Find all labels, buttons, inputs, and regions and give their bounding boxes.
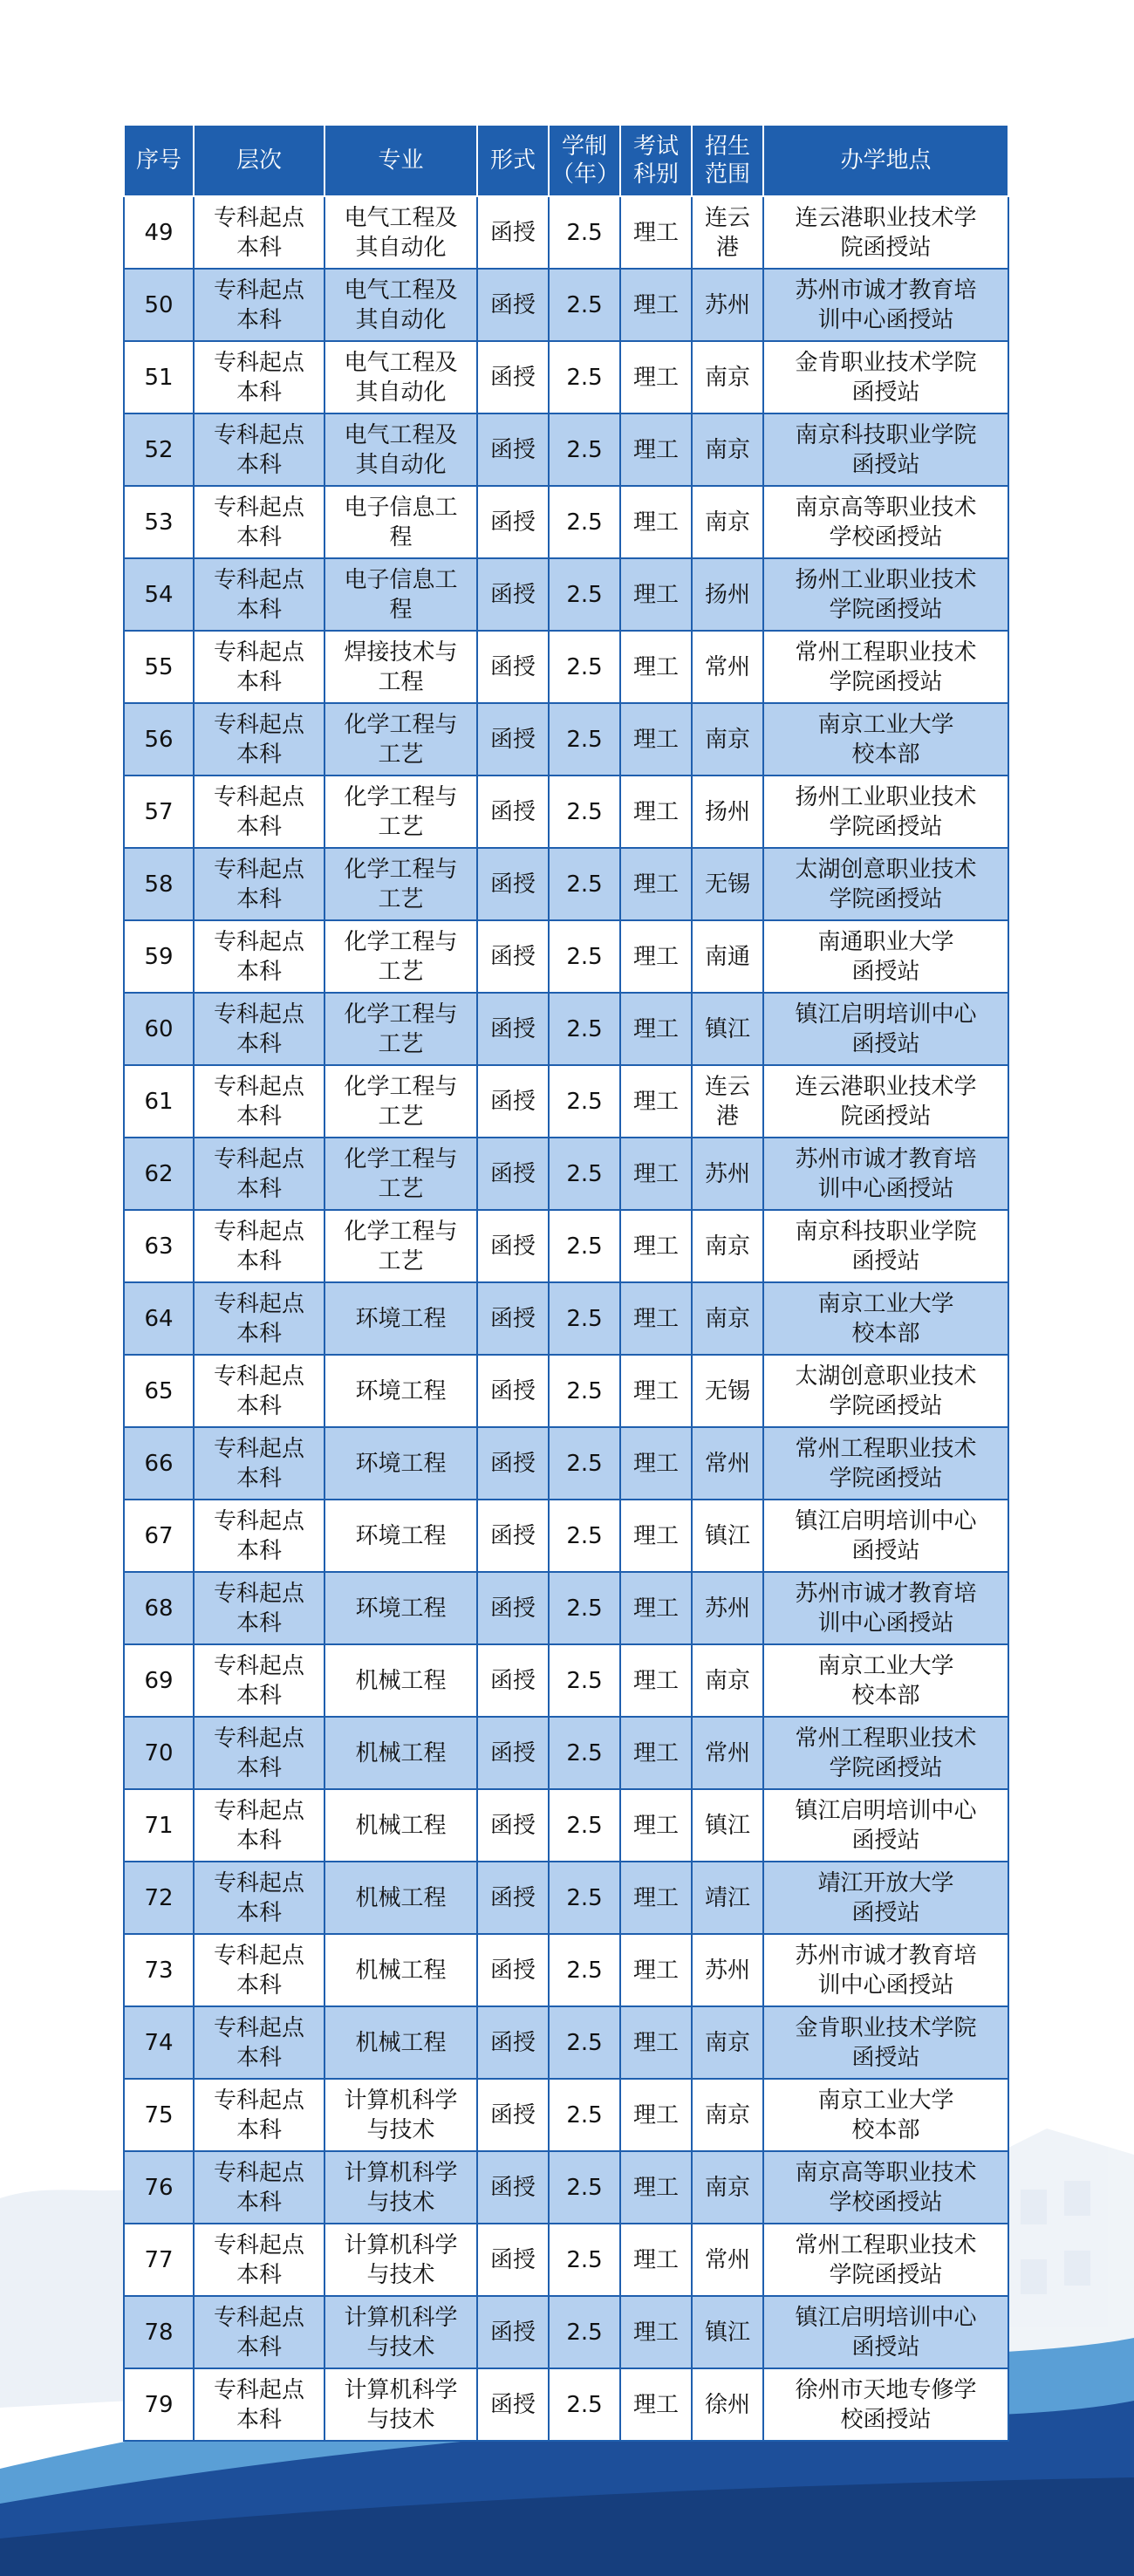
cell-form: 函授 xyxy=(477,776,549,848)
cell-location: 南京高等职业技术 学校函授站 xyxy=(763,2151,1008,2224)
cell-major: 环境工程 xyxy=(324,1355,477,1427)
cell-form: 函授 xyxy=(477,1138,549,1210)
cell-major: 化学工程与 工艺 xyxy=(324,1065,477,1138)
cell-form: 函授 xyxy=(477,920,549,993)
cell-form: 函授 xyxy=(477,2006,549,2079)
cell-level: 专科起点 本科 xyxy=(194,558,324,631)
table-row xyxy=(124,1282,1008,1355)
table-row xyxy=(124,1572,1008,1644)
cell-index: 60 xyxy=(124,993,194,1065)
cell-duration: 2.5 xyxy=(549,776,620,848)
cell-major: 电气工程及 其自动化 xyxy=(324,413,477,486)
cell-exam-category: 理工 xyxy=(620,1282,692,1355)
cell-duration: 2.5 xyxy=(549,1210,620,1282)
cell-form: 函授 xyxy=(477,1500,549,1572)
cell-level: 专科起点 本科 xyxy=(194,1644,324,1717)
cell-location: 苏州市诚才教育培 训中心函授站 xyxy=(763,1934,1008,2006)
table-row xyxy=(124,920,1008,993)
cell-form: 函授 xyxy=(477,1862,549,1934)
cell-duration: 2.5 xyxy=(549,1355,620,1427)
cell-index: 52 xyxy=(124,413,194,486)
cell-exam-category: 理工 xyxy=(620,558,692,631)
cell-enroll-region: 镇江 xyxy=(692,1500,763,1572)
cell-level: 专科起点 本科 xyxy=(194,1282,324,1355)
cell-index: 76 xyxy=(124,2151,194,2224)
table-row xyxy=(124,486,1008,558)
table-row xyxy=(124,1862,1008,1934)
cell-enroll-region: 常州 xyxy=(692,1717,763,1789)
cell-major: 电气工程及 其自动化 xyxy=(324,269,477,341)
cell-major: 环境工程 xyxy=(324,1427,477,1500)
cell-index: 75 xyxy=(124,2079,194,2151)
cell-form: 函授 xyxy=(477,1065,549,1138)
cell-index: 68 xyxy=(124,1572,194,1644)
cell-duration: 2.5 xyxy=(549,1427,620,1500)
cell-enroll-region: 常州 xyxy=(692,1427,763,1500)
cell-level: 专科起点 本科 xyxy=(194,776,324,848)
cell-index: 54 xyxy=(124,558,194,631)
cell-location: 常州工程职业技术 学院函授站 xyxy=(763,2224,1008,2296)
cell-index: 73 xyxy=(124,1934,194,2006)
cell-enroll-region: 连云 港 xyxy=(692,196,763,269)
cell-level: 专科起点 本科 xyxy=(194,2006,324,2079)
cell-major: 电气工程及 其自动化 xyxy=(324,196,477,269)
table-row xyxy=(124,1500,1008,1572)
cell-exam-category: 理工 xyxy=(620,1934,692,2006)
cell-location: 南京工业大学 校本部 xyxy=(763,1644,1008,1717)
header-duration: 学制 （年） xyxy=(549,125,620,196)
cell-major: 机械工程 xyxy=(324,1862,477,1934)
cell-location: 镇江启明培训中心 函授站 xyxy=(763,1789,1008,1862)
cell-duration: 2.5 xyxy=(549,1717,620,1789)
table-row xyxy=(124,2151,1008,2224)
cell-index: 50 xyxy=(124,269,194,341)
cell-location: 金肯职业技术学院 函授站 xyxy=(763,341,1008,413)
cell-level: 专科起点 本科 xyxy=(194,1500,324,1572)
header-exam-category: 考试 科别 xyxy=(620,125,692,196)
cell-duration: 2.5 xyxy=(549,2079,620,2151)
cell-index: 57 xyxy=(124,776,194,848)
cell-duration: 2.5 xyxy=(549,703,620,776)
cell-enroll-region: 苏州 xyxy=(692,1934,763,2006)
cell-location: 靖江开放大学 函授站 xyxy=(763,1862,1008,1934)
cell-duration: 2.5 xyxy=(549,1789,620,1862)
cell-duration: 2.5 xyxy=(549,2368,620,2441)
cell-enroll-region: 苏州 xyxy=(692,1138,763,1210)
cell-duration: 2.5 xyxy=(549,413,620,486)
cell-index: 78 xyxy=(124,2296,194,2368)
cell-exam-category: 理工 xyxy=(620,269,692,341)
cell-enroll-region: 南京 xyxy=(692,2006,763,2079)
cell-enroll-region: 南通 xyxy=(692,920,763,993)
cell-index: 55 xyxy=(124,631,194,703)
cell-form: 函授 xyxy=(477,413,549,486)
cell-major: 电子信息工 程 xyxy=(324,486,477,558)
cell-enroll-region: 南京 xyxy=(692,2079,763,2151)
cell-enroll-region: 南京 xyxy=(692,703,763,776)
table-row xyxy=(124,631,1008,703)
table-row xyxy=(124,1355,1008,1427)
header-level: 层次 xyxy=(194,125,324,196)
table-row xyxy=(124,1717,1008,1789)
header-enroll-region: 招生 范围 xyxy=(692,125,763,196)
cell-duration: 2.5 xyxy=(549,993,620,1065)
cell-index: 63 xyxy=(124,1210,194,1282)
cell-form: 函授 xyxy=(477,1355,549,1427)
cell-form: 函授 xyxy=(477,631,549,703)
cell-form: 函授 xyxy=(477,703,549,776)
cell-level: 专科起点 本科 xyxy=(194,993,324,1065)
cell-enroll-region: 扬州 xyxy=(692,776,763,848)
cell-enroll-region: 苏州 xyxy=(692,1572,763,1644)
cell-location: 苏州市诚才教育培 训中心函授站 xyxy=(763,269,1008,341)
enrollment-table-container xyxy=(123,124,1008,2442)
cell-duration: 2.5 xyxy=(549,1572,620,1644)
cell-index: 62 xyxy=(124,1138,194,1210)
cell-form: 函授 xyxy=(477,269,549,341)
table-row xyxy=(124,776,1008,848)
cell-duration: 2.5 xyxy=(549,1644,620,1717)
cell-location: 常州工程职业技术 学院函授站 xyxy=(763,631,1008,703)
cell-index: 58 xyxy=(124,848,194,920)
cell-location: 连云港职业技术学 院函授站 xyxy=(763,196,1008,269)
cell-exam-category: 理工 xyxy=(620,2296,692,2368)
cell-duration: 2.5 xyxy=(549,486,620,558)
cell-index: 67 xyxy=(124,1500,194,1572)
cell-duration: 2.5 xyxy=(549,196,620,269)
cell-form: 函授 xyxy=(477,2368,549,2441)
cell-major: 化学工程与 工艺 xyxy=(324,1138,477,1210)
cell-location: 扬州工业职业技术 学院函授站 xyxy=(763,558,1008,631)
cell-exam-category: 理工 xyxy=(620,776,692,848)
header-major: 专业 xyxy=(324,125,477,196)
cell-exam-category: 理工 xyxy=(620,196,692,269)
cell-level: 专科起点 本科 xyxy=(194,1210,324,1282)
cell-level: 专科起点 本科 xyxy=(194,413,324,486)
cell-enroll-region: 常州 xyxy=(692,631,763,703)
cell-exam-category: 理工 xyxy=(620,1355,692,1427)
cell-location: 镇江启明培训中心 函授站 xyxy=(763,1500,1008,1572)
cell-form: 函授 xyxy=(477,1717,549,1789)
cell-enroll-region: 靖江 xyxy=(692,1862,763,1934)
cell-level: 专科起点 本科 xyxy=(194,1065,324,1138)
cell-duration: 2.5 xyxy=(549,2151,620,2224)
cell-index: 77 xyxy=(124,2224,194,2296)
cell-major: 化学工程与 工艺 xyxy=(324,1210,477,1282)
cell-major: 机械工程 xyxy=(324,1644,477,1717)
cell-exam-category: 理工 xyxy=(620,486,692,558)
cell-enroll-region: 镇江 xyxy=(692,1789,763,1862)
cell-enroll-region: 南京 xyxy=(692,1210,763,1282)
table-row xyxy=(124,196,1008,269)
cell-major: 环境工程 xyxy=(324,1282,477,1355)
cell-location: 连云港职业技术学 院函授站 xyxy=(763,1065,1008,1138)
cell-major: 机械工程 xyxy=(324,2006,477,2079)
cell-exam-category: 理工 xyxy=(620,1572,692,1644)
cell-location: 南京科技职业学院 函授站 xyxy=(763,1210,1008,1282)
cell-level: 专科起点 本科 xyxy=(194,1138,324,1210)
cell-form: 函授 xyxy=(477,1572,549,1644)
cell-major: 环境工程 xyxy=(324,1572,477,1644)
cell-level: 专科起点 本科 xyxy=(194,1355,324,1427)
cell-location: 常州工程职业技术 学院函授站 xyxy=(763,1427,1008,1500)
cell-exam-category: 理工 xyxy=(620,413,692,486)
cell-enroll-region: 南京 xyxy=(692,341,763,413)
cell-enroll-region: 南京 xyxy=(692,413,763,486)
table-row xyxy=(124,2224,1008,2296)
cell-form: 函授 xyxy=(477,2151,549,2224)
cell-exam-category: 理工 xyxy=(620,1644,692,1717)
cell-form: 函授 xyxy=(477,341,549,413)
cell-location: 扬州工业职业技术 学院函授站 xyxy=(763,776,1008,848)
cell-duration: 2.5 xyxy=(549,1282,620,1355)
cell-duration: 2.5 xyxy=(549,920,620,993)
cell-enroll-region: 连云 港 xyxy=(692,1065,763,1138)
cell-duration: 2.5 xyxy=(549,1138,620,1210)
cell-level: 专科起点 本科 xyxy=(194,2079,324,2151)
header-form: 形式 xyxy=(477,125,549,196)
cell-form: 函授 xyxy=(477,486,549,558)
cell-major: 化学工程与 工艺 xyxy=(324,776,477,848)
cell-location: 南京高等职业技术 学校函授站 xyxy=(763,486,1008,558)
cell-major: 计算机科学 与技术 xyxy=(324,2224,477,2296)
cell-level: 专科起点 本科 xyxy=(194,703,324,776)
cell-level: 专科起点 本科 xyxy=(194,2151,324,2224)
cell-level: 专科起点 本科 xyxy=(194,631,324,703)
cell-exam-category: 理工 xyxy=(620,1210,692,1282)
table-header-row xyxy=(124,125,1008,196)
cell-form: 函授 xyxy=(477,1210,549,1282)
cell-level: 专科起点 本科 xyxy=(194,196,324,269)
cell-location: 南京工业大学 校本部 xyxy=(763,703,1008,776)
table-row xyxy=(124,558,1008,631)
cell-location: 太湖创意职业技术 学院函授站 xyxy=(763,1355,1008,1427)
cell-duration: 2.5 xyxy=(549,848,620,920)
cell-major: 计算机科学 与技术 xyxy=(324,2368,477,2441)
cell-level: 专科起点 本科 xyxy=(194,2224,324,2296)
cell-level: 专科起点 本科 xyxy=(194,341,324,413)
cell-level: 专科起点 本科 xyxy=(194,1789,324,1862)
table-row xyxy=(124,1934,1008,2006)
table-row xyxy=(124,1138,1008,1210)
cell-location: 南京工业大学 校本部 xyxy=(763,2079,1008,2151)
cell-major: 机械工程 xyxy=(324,1717,477,1789)
cell-exam-category: 理工 xyxy=(620,1862,692,1934)
cell-exam-category: 理工 xyxy=(620,848,692,920)
cell-location: 金肯职业技术学院 函授站 xyxy=(763,2006,1008,2079)
cell-exam-category: 理工 xyxy=(620,2151,692,2224)
cell-exam-category: 理工 xyxy=(620,2224,692,2296)
cell-enroll-region: 扬州 xyxy=(692,558,763,631)
cell-form: 函授 xyxy=(477,196,549,269)
cell-location: 南京科技职业学院 函授站 xyxy=(763,413,1008,486)
cell-enroll-region: 镇江 xyxy=(692,993,763,1065)
cell-major: 电气工程及 其自动化 xyxy=(324,341,477,413)
table-body xyxy=(124,196,1008,2441)
cell-level: 专科起点 本科 xyxy=(194,2296,324,2368)
cell-duration: 2.5 xyxy=(549,1500,620,1572)
cell-major: 计算机科学 与技术 xyxy=(324,2151,477,2224)
cell-major: 化学工程与 工艺 xyxy=(324,703,477,776)
cell-enroll-region: 南京 xyxy=(692,2151,763,2224)
table-row xyxy=(124,703,1008,776)
cell-index: 71 xyxy=(124,1789,194,1862)
cell-index: 53 xyxy=(124,486,194,558)
cell-enroll-region: 南京 xyxy=(692,486,763,558)
cell-index: 56 xyxy=(124,703,194,776)
table-row xyxy=(124,413,1008,486)
cell-duration: 2.5 xyxy=(549,341,620,413)
cell-level: 专科起点 本科 xyxy=(194,848,324,920)
cell-index: 79 xyxy=(124,2368,194,2441)
cell-duration: 2.5 xyxy=(549,1934,620,2006)
table-row xyxy=(124,1210,1008,1282)
cell-duration: 2.5 xyxy=(549,2006,620,2079)
cell-index: 51 xyxy=(124,341,194,413)
cell-location: 太湖创意职业技术 学院函授站 xyxy=(763,848,1008,920)
cell-form: 函授 xyxy=(477,1282,549,1355)
cell-location: 苏州市诚才教育培 训中心函授站 xyxy=(763,1138,1008,1210)
cell-index: 70 xyxy=(124,1717,194,1789)
cell-exam-category: 理工 xyxy=(620,920,692,993)
table-row xyxy=(124,1789,1008,1862)
cell-location: 苏州市诚才教育培 训中心函授站 xyxy=(763,1572,1008,1644)
cell-index: 65 xyxy=(124,1355,194,1427)
cell-exam-category: 理工 xyxy=(620,2079,692,2151)
cell-exam-category: 理工 xyxy=(620,2006,692,2079)
cell-exam-category: 理工 xyxy=(620,1138,692,1210)
cell-duration: 2.5 xyxy=(549,1065,620,1138)
cell-exam-category: 理工 xyxy=(620,993,692,1065)
cell-exam-category: 理工 xyxy=(620,1789,692,1862)
cell-form: 函授 xyxy=(477,2079,549,2151)
cell-index: 49 xyxy=(124,196,194,269)
cell-duration: 2.5 xyxy=(549,631,620,703)
cell-form: 函授 xyxy=(477,1934,549,2006)
cell-major: 机械工程 xyxy=(324,1934,477,2006)
table-row xyxy=(124,1644,1008,1717)
cell-exam-category: 理工 xyxy=(620,1500,692,1572)
cell-location: 常州工程职业技术 学院函授站 xyxy=(763,1717,1008,1789)
table-row xyxy=(124,2296,1008,2368)
cell-form: 函授 xyxy=(477,558,549,631)
cell-location: 徐州市天地专修学 校函授站 xyxy=(763,2368,1008,2441)
cell-location: 镇江启明培训中心 函授站 xyxy=(763,2296,1008,2368)
cell-enroll-region: 无锡 xyxy=(692,1355,763,1427)
cell-form: 函授 xyxy=(477,1644,549,1717)
table-row xyxy=(124,848,1008,920)
cell-index: 59 xyxy=(124,920,194,993)
table-row xyxy=(124,341,1008,413)
cell-exam-category: 理工 xyxy=(620,703,692,776)
cell-form: 函授 xyxy=(477,993,549,1065)
cell-location: 南通职业大学 函授站 xyxy=(763,920,1008,993)
cell-index: 66 xyxy=(124,1427,194,1500)
cell-form: 函授 xyxy=(477,2296,549,2368)
cell-enroll-region: 常州 xyxy=(692,2224,763,2296)
cell-enroll-region: 苏州 xyxy=(692,269,763,341)
table-row xyxy=(124,1065,1008,1138)
table-row xyxy=(124,1427,1008,1500)
cell-enroll-region: 无锡 xyxy=(692,848,763,920)
cell-major: 化学工程与 工艺 xyxy=(324,920,477,993)
cell-major: 焊接技术与 工程 xyxy=(324,631,477,703)
cell-major: 计算机科学 与技术 xyxy=(324,2296,477,2368)
header-location: 办学地点 xyxy=(763,125,1008,196)
table-row xyxy=(124,2368,1008,2441)
cell-level: 专科起点 本科 xyxy=(194,920,324,993)
cell-exam-category: 理工 xyxy=(620,1427,692,1500)
cell-duration: 2.5 xyxy=(549,269,620,341)
cell-duration: 2.5 xyxy=(549,558,620,631)
cell-index: 61 xyxy=(124,1065,194,1138)
cell-duration: 2.5 xyxy=(549,2296,620,2368)
cell-level: 专科起点 本科 xyxy=(194,269,324,341)
cell-level: 专科起点 本科 xyxy=(194,2368,324,2441)
cell-form: 函授 xyxy=(477,1427,549,1500)
cell-exam-category: 理工 xyxy=(620,1717,692,1789)
cell-major: 电子信息工 程 xyxy=(324,558,477,631)
cell-form: 函授 xyxy=(477,2224,549,2296)
table-row xyxy=(124,993,1008,1065)
cell-enroll-region: 徐州 xyxy=(692,2368,763,2441)
cell-level: 专科起点 本科 xyxy=(194,486,324,558)
cell-enroll-region: 南京 xyxy=(692,1282,763,1355)
cell-enroll-region: 镇江 xyxy=(692,2296,763,2368)
cell-exam-category: 理工 xyxy=(620,631,692,703)
cell-duration: 2.5 xyxy=(549,1862,620,1934)
table-row xyxy=(124,2079,1008,2151)
cell-major: 化学工程与 工艺 xyxy=(324,848,477,920)
cell-major: 化学工程与 工艺 xyxy=(324,993,477,1065)
cell-level: 专科起点 本科 xyxy=(194,1427,324,1500)
cell-form: 函授 xyxy=(477,848,549,920)
enrollment-table xyxy=(123,124,1009,2442)
cell-major: 机械工程 xyxy=(324,1789,477,1862)
cell-exam-category: 理工 xyxy=(620,2368,692,2441)
table-row xyxy=(124,2006,1008,2079)
cell-location: 镇江启明培训中心 函授站 xyxy=(763,993,1008,1065)
cell-level: 专科起点 本科 xyxy=(194,1862,324,1934)
cell-index: 72 xyxy=(124,1862,194,1934)
table-row xyxy=(124,269,1008,341)
cell-exam-category: 理工 xyxy=(620,341,692,413)
cell-level: 专科起点 本科 xyxy=(194,1572,324,1644)
cell-major: 环境工程 xyxy=(324,1500,477,1572)
cell-level: 专科起点 本科 xyxy=(194,1934,324,2006)
cell-level: 专科起点 本科 xyxy=(194,1717,324,1789)
header-index: 序号 xyxy=(124,125,194,196)
cell-duration: 2.5 xyxy=(549,2224,620,2296)
cell-index: 69 xyxy=(124,1644,194,1717)
cell-index: 64 xyxy=(124,1282,194,1355)
cell-form: 函授 xyxy=(477,1789,549,1862)
cell-major: 计算机科学 与技术 xyxy=(324,2079,477,2151)
cell-index: 74 xyxy=(124,2006,194,2079)
cell-enroll-region: 南京 xyxy=(692,1644,763,1717)
cell-location: 南京工业大学 校本部 xyxy=(763,1282,1008,1355)
cell-exam-category: 理工 xyxy=(620,1065,692,1138)
